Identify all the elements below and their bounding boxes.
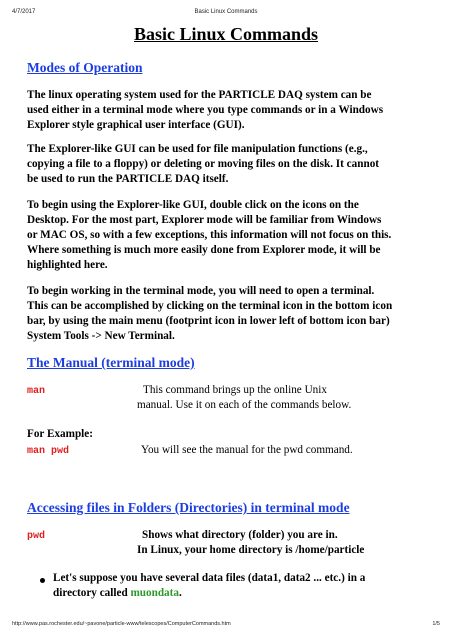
command-man: man — [27, 386, 46, 397]
text-line: Explorer style graphical user interface (GUI). — [27, 119, 245, 131]
text-line: This can be accomplished by clicking on the terminal icon in the bottom icon — [27, 300, 393, 312]
text-line: To begin working in the terminal mode, you will need to open a terminal. — [27, 285, 375, 297]
example-description: You will see the manual for the pwd command. — [141, 444, 353, 456]
paragraph-explorer-usage — [27, 198, 432, 273]
section-heading-manual[interactable]: The Manual (terminal mode) — [27, 355, 195, 370]
text-segment: directory called — [53, 587, 131, 599]
text-line: This command brings up the online Unix — [143, 384, 327, 396]
text-line: manual. Use it on each of the commands below. — [137, 399, 352, 411]
text-segment: . — [178, 587, 182, 599]
paragraph-explorer-gui — [27, 142, 432, 187]
page-title: Basic Linux Commands — [133, 24, 319, 44]
command-man-description — [137, 383, 351, 413]
bullet-item-data-files — [53, 571, 365, 601]
command-man-pwd: man pwd — [27, 446, 70, 457]
section-heading-modes[interactable]: Modes of Operation — [27, 60, 143, 75]
footer-url: http://www.pas.rochester.edu/~pavone/particle-www/telescopes/ComputerCommands.htm — [12, 621, 231, 627]
header-date: 4/7/2017 — [12, 9, 36, 15]
text-line: The Explorer-like GUI can be used for file manipulation functions (e.g., — [27, 143, 368, 155]
text-line: copying a file to a floppy) or deleting or moving files on the disk. It cannot — [27, 158, 380, 170]
example-label: For Example: — [27, 428, 93, 440]
command-pwd: pwd — [27, 531, 46, 542]
footer-page-number: 1/5 — [432, 621, 440, 627]
section-heading-files[interactable]: Accessing files in Folders (Directories) in terminal mode — [27, 500, 350, 515]
text-line: be used to run the PARTICLE DAQ itself. — [27, 173, 229, 185]
text-line: System Tools -> New Terminal. — [27, 330, 175, 342]
paragraph-terminal-mode — [27, 284, 432, 344]
text-line: The linux operating system used for the PARTICLE DAQ system can be — [27, 89, 372, 101]
text-line: Desktop. For the most part, Explorer mode will be familiar from Windows — [27, 214, 382, 226]
text-line: highlighted here. — [27, 259, 108, 271]
text-line: used either in a terminal mode where you type commands or in a Windows — [27, 104, 384, 116]
text-line: or MAC OS, so with a few exceptions, this information will not focus on this. — [27, 229, 392, 241]
text-line: bar, by using the main menu (footprint icon in lower left of bottom icon bar) — [27, 315, 390, 327]
text-line: To begin using the Explorer-like GUI, double click on the icons on the — [27, 199, 359, 211]
command-pwd-description — [137, 528, 364, 558]
directory-name: muondata — [130, 587, 179, 599]
header-title: Basic Linux Commands — [194, 9, 258, 15]
text-line: Where something is much more easily done from Explorer mode, it will be — [27, 244, 381, 256]
text-line: In Linux, your home directory is /home/particle — [137, 544, 365, 556]
paragraph-modes-intro — [27, 88, 432, 133]
text-line: Shows what directory (folder) you are in. — [142, 529, 338, 541]
bullet-icon — [40, 578, 45, 583]
text-line: Let's suppose you have several data files (data1, data2 ... etc.) in a — [53, 572, 366, 584]
